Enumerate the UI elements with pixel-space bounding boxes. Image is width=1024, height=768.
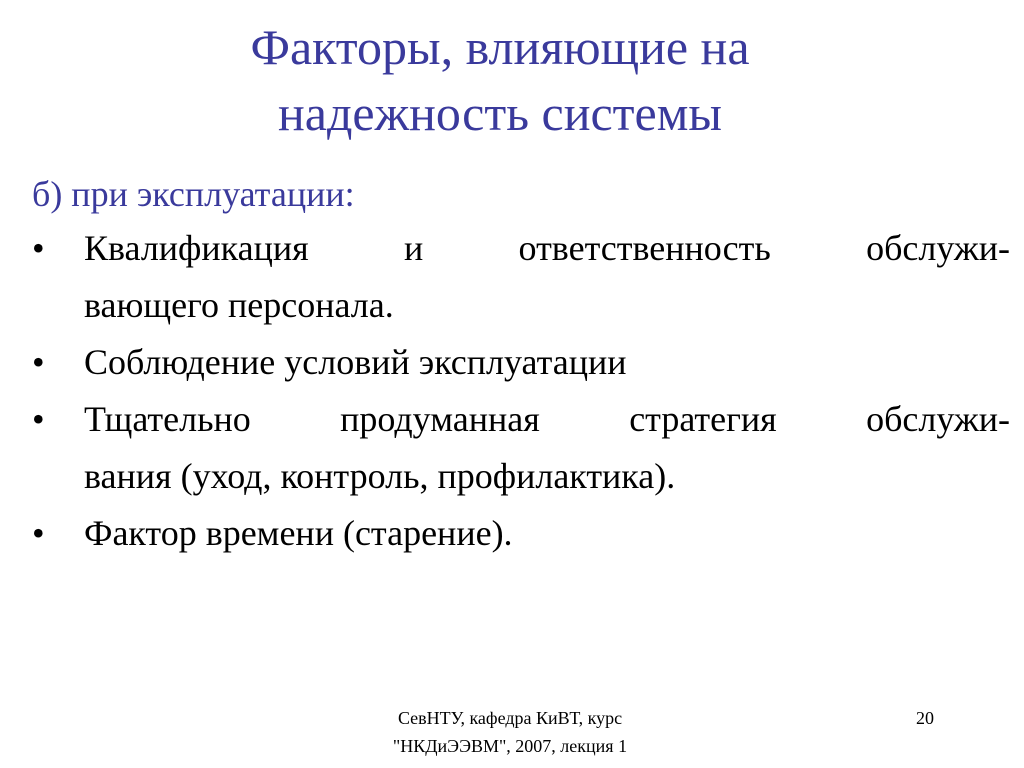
footer-line-1: СевНТУ, кафедра КиВТ, курс	[397, 708, 623, 728]
bullet-item-aging	[32, 505, 1010, 562]
bullet-list	[32, 220, 1010, 562]
bullet-text-line: Фактор времени (старение).	[84, 513, 513, 553]
bullet-text-line: Квалификация и ответственность обслужи-	[84, 228, 1010, 268]
bullet-item-conditions	[32, 334, 1010, 391]
page-number: 20	[916, 708, 934, 728]
slide-title-line-2: надежность системы	[278, 85, 722, 141]
bullet-item-qualification	[32, 220, 1010, 334]
slide-footer	[360, 704, 660, 760]
slide-title-line-1: Факторы, влияющие на	[250, 19, 750, 75]
bullet-text-line: Тщательно продуманная стратегия обслужи-	[84, 399, 1010, 439]
section-subheading: б) при эксплуатации:	[32, 174, 355, 214]
footer-line-2: "НКДиЭЭВМ", 2007, лекция 1	[392, 736, 628, 756]
bullet-marker: •	[32, 399, 45, 439]
bullet-text-line: вающего персонала.	[84, 285, 394, 325]
bullet-marker: •	[32, 513, 45, 553]
bullet-marker: •	[32, 228, 45, 268]
bullet-text-line: Соблюдение условий эксплуатации	[84, 342, 627, 382]
bullet-text-line: вания (уход, контроль, профилактика).	[84, 456, 676, 496]
bullet-item-strategy	[32, 391, 1010, 505]
bullet-marker: •	[32, 342, 45, 382]
slide-title	[0, 14, 1000, 146]
